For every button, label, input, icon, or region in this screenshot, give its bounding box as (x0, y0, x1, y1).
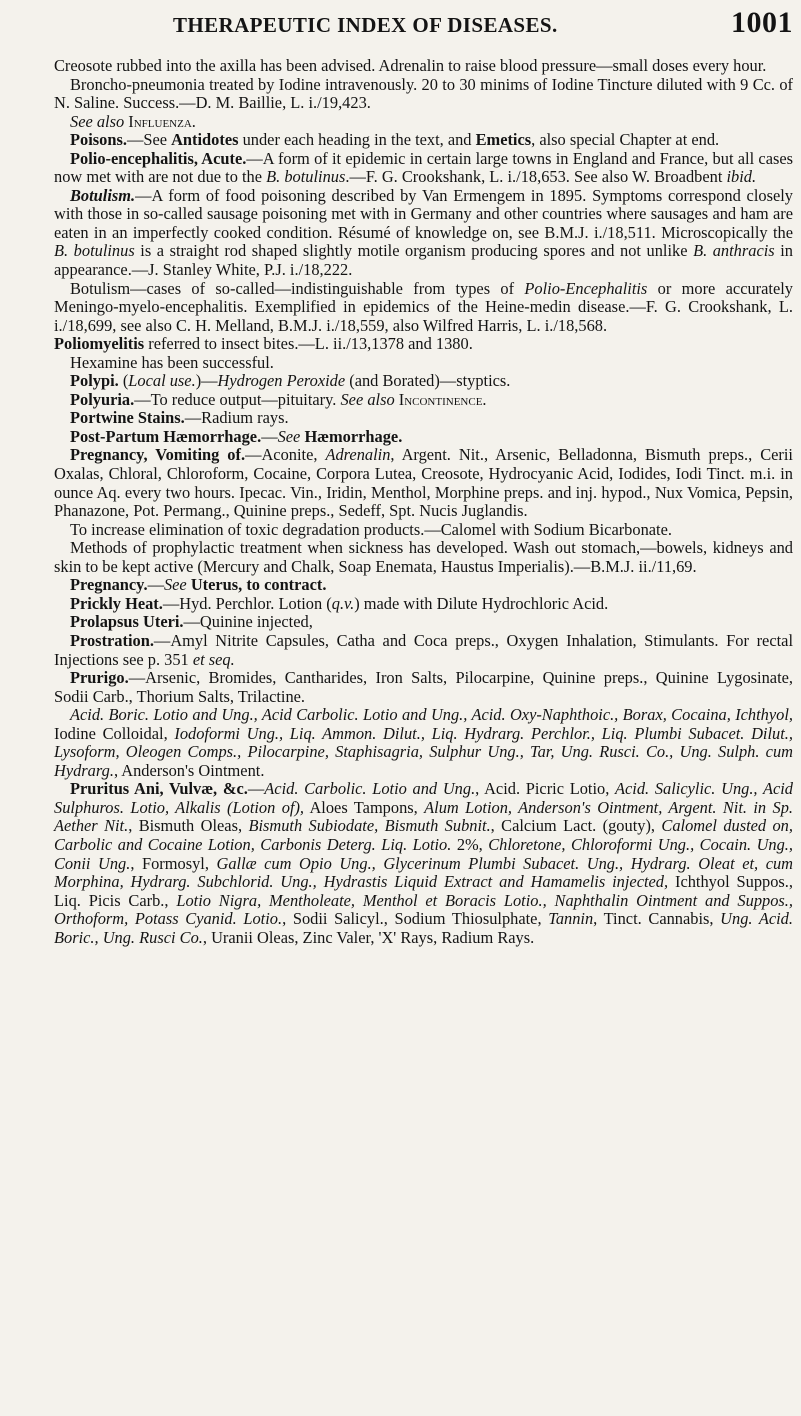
index-entry-prostration (54, 632, 793, 669)
index-entry-hexamine (54, 354, 793, 373)
entry-text: Local use. (128, 371, 196, 391)
index-entry-prickly (54, 595, 793, 614)
index-entry-pruritus (54, 780, 793, 947)
entry-heading: Uterus, to contract. (190, 575, 327, 595)
entry-heading: Polypi. (70, 371, 119, 391)
entry-text: .—F. G. Crookshank, L. i./18,653. See also W. Broadbent (345, 167, 727, 187)
entry-text: ) made with Dilute Hydrochloric Acid. (354, 593, 609, 613)
entry-text: Broncho-pneumonia treated by Iodine intravenously. 20 to 30 minims of Iodine Tincture diluted with 9 Cc. of N. Saline. Success.—D. M. Baillie, L. i./19,423. (54, 74, 793, 113)
entry-text: Acid. Boric. Lotio and Ung., Acid Carbolic. Lotio and Ung., Acid. Oxy-Naphthoic., Borax, Cocaina, Ichthyol, (70, 705, 793, 725)
entry-text: — (247, 779, 265, 799)
entry-heading: Antidotes (171, 130, 239, 150)
entry-heading: Prurigo. (70, 668, 129, 688)
index-body (54, 57, 793, 947)
entry-text: Aether Nit. (54, 816, 129, 836)
entry-text: B. anthracis (693, 241, 775, 261)
entry-text: referred to insect bites.—L. ii./13,1378 and 1380. (144, 334, 473, 354)
entry-text: ibid. (726, 167, 757, 187)
running-head (173, 6, 793, 40)
entry-text: is a straight rod shaped slightly motile organism producing spores and not unlike (134, 241, 694, 261)
entry-text: See also (70, 111, 129, 131)
entry-text: Alum Lotion, Anderson's Ointment, Argent. Nit. in Sp. (424, 797, 793, 817)
entry-text: B. botulinus (266, 167, 346, 187)
entry-text: (and Borated)—styptics. (345, 371, 511, 391)
entry-text: 2%, (451, 834, 489, 854)
entry-text: in appearance.—J. Stanley White, P.J. i./18,222. (54, 241, 793, 280)
index-entry-botulism (54, 187, 793, 280)
index-entry-see-influenza (54, 113, 793, 132)
entry-text: , also special Chapter at end. (531, 130, 720, 150)
entry-text: Incontinence. (398, 389, 487, 409)
entry-text: Acid. Salicylic. Ung., Acid Sulphuros. Lotio, Alkalis (Lotion of), (54, 779, 793, 817)
index-entry-poliomyelitis (54, 335, 793, 354)
entry-text: Tannin (548, 909, 594, 929)
entry-text: Influenza. (128, 111, 196, 131)
entry-heading: Hæmorrhage. (304, 426, 403, 446)
entry-heading: Poliomyelitis (54, 334, 145, 354)
entry-text: Hexamine has been successful. (70, 352, 274, 372)
entry-heading: Botulism. (70, 185, 136, 205)
entry-text: See also (340, 389, 399, 409)
entry-text: Ung. Acid. Boric., Ung. Rusci Co. (54, 909, 793, 947)
entry-heading: Polyuria. (70, 389, 135, 409)
index-entry-prurigo (54, 669, 793, 706)
entry-text: —A form of food poisoning described by Van Ermengem in 1895. Symptoms correspond closely with those in so-called sausage poisoning met with in Germany and other countries where sausages and ham are eaten in an imperfectly cooked condition. Résumé of knowledge on, see B.M.J. i./18,511. Microscopically the (54, 185, 793, 242)
entry-heading: Prolapsus Uteri. (70, 612, 184, 632)
entry-text: Acid. Carbolic. Lotio and Ung. (264, 779, 476, 799)
index-entry-polio-enceph (54, 150, 793, 187)
entry-text: )— (195, 371, 218, 391)
entry-text: Creosote rubbed into the axilla has been advised. Adrenalin to raise blood pressure—small doses every hour. (54, 56, 767, 75)
entry-heading: Post-Partum Hæmorrhage. (70, 426, 262, 446)
entry-heading: Polio-encephalitis, Acute. (70, 148, 247, 168)
entry-text: , Sodii Salicyl., Sodium Thiosulphate, (282, 909, 549, 929)
index-entry-toxic (54, 521, 793, 540)
entry-text: Polio-Encephalitis (524, 278, 648, 298)
entry-text: Calomel dusted on, Carbolic and Cocaine Lotion, Carbonis Deterg. Liq. Lotio. (54, 816, 793, 854)
entry-text: q.v. (331, 593, 355, 613)
entry-text: , Formosyl, (130, 853, 217, 873)
entry-text: To increase elimination of toxic degradation products.—Calomel with Sodium Bicarbonate. (70, 519, 672, 539)
index-entry-polypi (54, 372, 793, 391)
index-entry-post-partum (54, 428, 793, 447)
entry-text: Iodoformi Ung., Liq. Ammon. Dilut., Liq. Hydrarg. Perchlor., Liq. Plumbi Subacet. Dilut., Lysoform, Oleogen Comps., Pilocarpine, Staphisagria, Sulphur Ung., Tar, Ung. Rusci. Co., Ung. Sulph. cum Hydrarg. (54, 723, 793, 780)
entry-heading: Pruritus Ani, Vulvæ, &c. (70, 779, 248, 799)
entry-heading: Emetics (475, 130, 532, 150)
entry-text: , Acid. Picric Lotio, (475, 779, 616, 799)
entry-text: See (163, 575, 187, 595)
entry-text: Methods of prophylactic treatment when sickness has developed. Wash out stomach,—bowels, kidneys and skin to be kept active (Mercury and Chalk, Soap Enemata, Haustus Imperialis).—B.M.J. ii./11,69. (54, 538, 793, 576)
entry-text: Chloretone, Chloroformi Ung., Cocain. Ung., Conii Ung. (54, 834, 794, 873)
running-title: THERAPEUTIC INDEX OF DISEASES. (173, 13, 558, 37)
entry-text: —To reduce output—pituitary. (134, 389, 341, 409)
index-entry-pregnancy-vomiting (54, 446, 793, 520)
entry-text: ( (118, 371, 129, 391)
entry-text: B. botulinus (54, 241, 135, 261)
entry-text: Aloes Tampons, (304, 797, 425, 817)
index-entry-pregnancy-uterus (54, 576, 793, 595)
entry-text: —Quinine injected, (183, 612, 313, 632)
index-entry-broncho (54, 76, 793, 113)
entry-text: —A form of it epidemic in certain large towns in England and France, but all cases now met with are not due to the (54, 148, 793, 187)
entry-text: et seq. (192, 649, 235, 669)
entry-text: Hydrogen Peroxide (217, 371, 346, 391)
index-entry-portwine (54, 409, 793, 428)
entry-text: , Tinct. Cannabis, (593, 909, 721, 929)
entry-heading: Prickly Heat. (70, 593, 163, 613)
entry-heading: Pregnancy, Vomiting of. (70, 445, 246, 465)
entry-text: Bismuth Subiodate, Bismuth Subnit. (248, 816, 491, 836)
entry-text: Ichthyol Suppos., Liq. Picis Carb., (54, 872, 793, 910)
entry-text: , Argent. Nit., Arsenic, Belladonna, Bismuth preps., Cerii Oxalas, Chloral, Chloroform, Cocaine, Corpora Lutea, Creosote, Hydrocyanic Acid, Iodides, Iodi Tinct. m.i. in ounce Aq. every two hours. Ipecac. Vin., Iridin, Menthol, Morphine preps. and inj. hypod., Nux Vomica, Pepsin, Phanazone, Pot. Permang., Quinine preps., Sedeff, Spt. Nucis Juglandis. (54, 445, 793, 521)
entry-text: See (277, 426, 301, 446)
entry-heading: Poisons. (70, 130, 127, 150)
entry-text: , Calcium Lact. (gouty), (490, 816, 662, 836)
page-number: 1001 (731, 6, 793, 39)
entry-text: —Radium rays. (184, 408, 289, 428)
entry-text: —Arsenic, Bromides, Cantharides, Iron Salts, Pilocarpine, Quinine preps., Quinine Lygosinate, Sodii Carb., Thorium Salts, Trilactine. (54, 668, 793, 706)
entry-text: Botulism—cases of so-called—indistinguishable from types of (70, 278, 525, 298)
index-entry-prophylactic (54, 539, 793, 576)
index-entry-prolapsus (54, 613, 793, 632)
entry-text: , Anderson's Ointment. (113, 760, 265, 780)
index-entry-polyuria (54, 391, 793, 410)
entry-text: or more accurately Meningo-myelo-encephalitis. Exemplified in epidemics of the Heine-medin disease.—F. G. Crookshank, L. i./18,699, see also C. H. Melland, B.M.J. i./18,559, also Wilfred Harris, L. i./18,568. (54, 278, 793, 335)
entry-text: Iodine Colloidal, (54, 723, 175, 743)
entry-heading: Pregnancy. (70, 575, 148, 595)
index-entry-poisons (54, 131, 793, 150)
index-entry-creosote (54, 57, 793, 76)
entry-text: Gallæ cum Opio Ung., Glycerinum Plumbi Subacet. Ung., Hydrarg. Oleat et, cum Morphina, Hydrarg. Subchlorid. Ung., Hydrastis Liquid Extract and Hamamelis injected, (54, 853, 793, 892)
entry-heading: Prostration. (70, 630, 154, 650)
index-entry-prurigo-topical (54, 706, 793, 780)
entry-text: Lotio Nigra, Mentholeate, Menthol et Boracis Lotio., Naphthalin Ointment and Suppos., Orthoform, Potass Cyanid. Lotio. (54, 890, 793, 929)
entry-text: under each heading in the text, and (238, 130, 476, 150)
entry-text: , Bismuth Oleas, (128, 816, 249, 836)
entry-text: — (261, 426, 278, 446)
entry-text: Adrenalin (325, 445, 391, 465)
entry-text: —Aconite, (245, 445, 326, 465)
entry-text: , Uranii Oleas, Zinc Valer, 'X' Rays, Radium Rays. (202, 927, 535, 947)
entry-heading: Portwine Stains. (70, 408, 185, 428)
entry-text: —See (126, 130, 172, 150)
entry-text: —Amyl Nitrite Capsules, Catha and Coca preps., Oxygen Inhalation, Stimulants. For rectal Injections see p. 351 (54, 630, 793, 669)
entry-text: — (147, 575, 164, 595)
index-entry-botulism-2 (54, 280, 793, 336)
entry-text: —Hyd. Perchlor. Lotion ( (162, 593, 332, 613)
